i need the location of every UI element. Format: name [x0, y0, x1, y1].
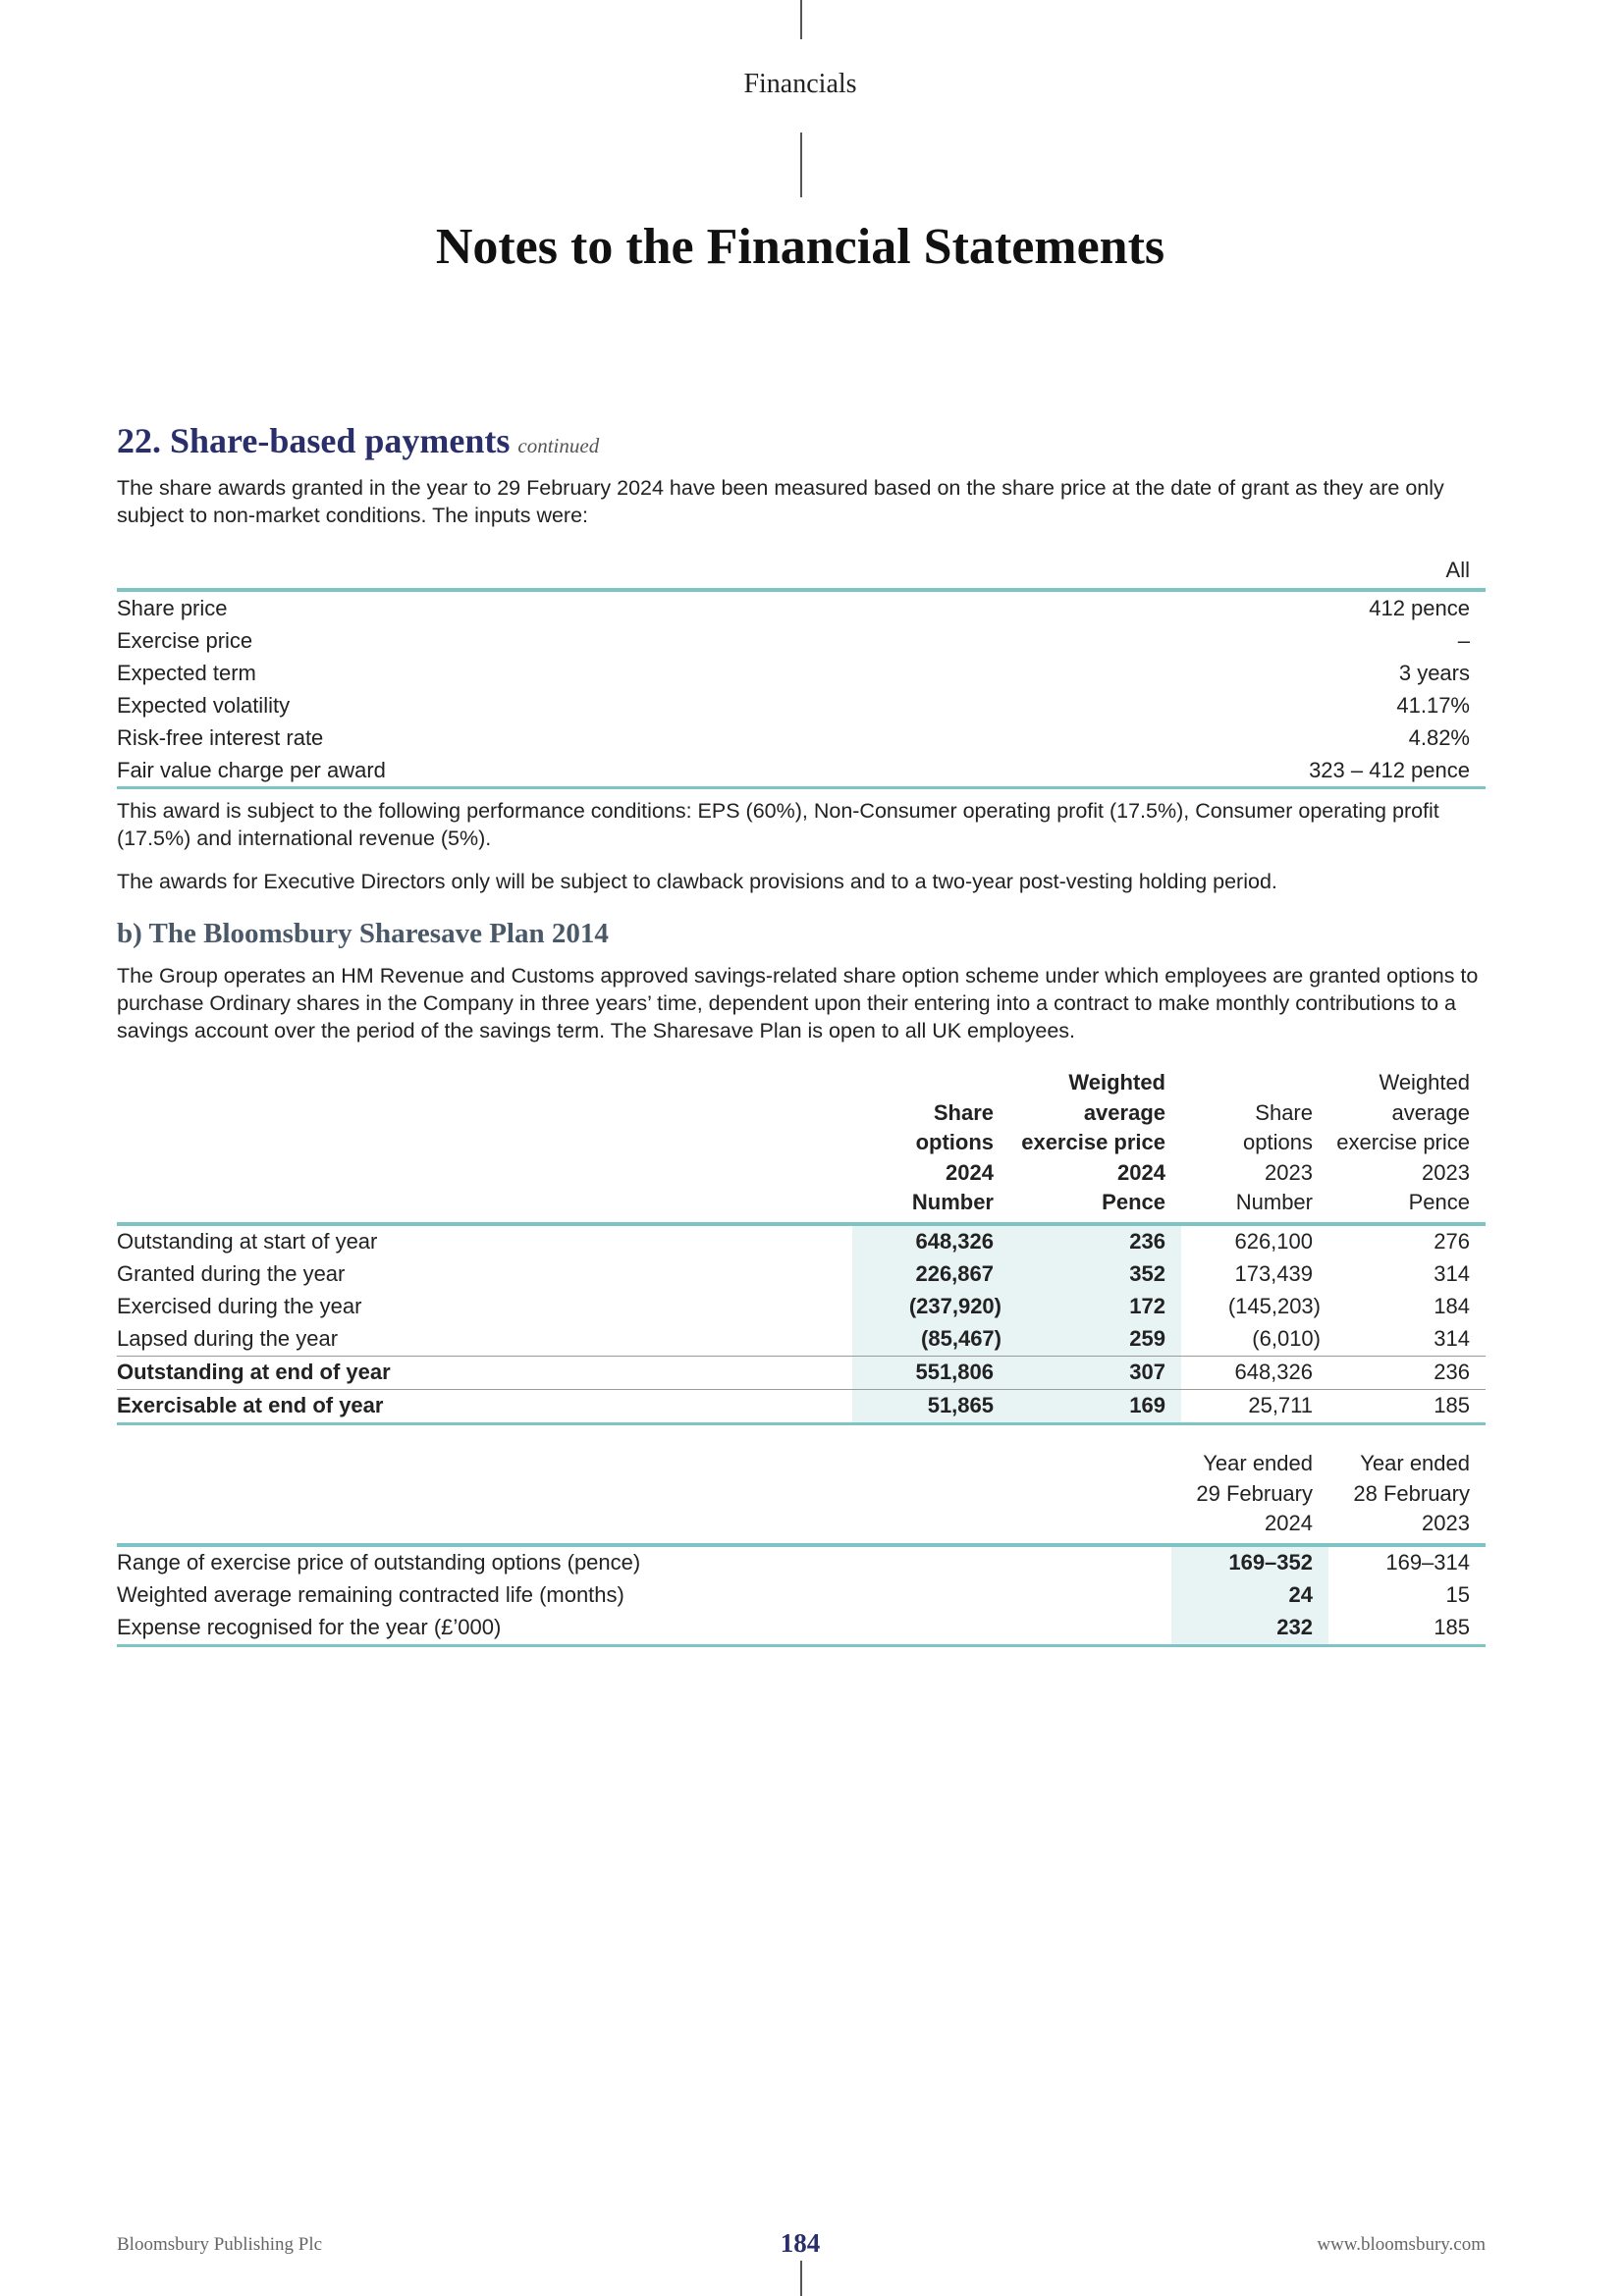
cell-2023: 185: [1434, 1615, 1470, 1639]
continued-label: continued: [517, 434, 600, 457]
header-line: 2023: [1265, 1159, 1313, 1185]
row-value: 4.82%: [1408, 724, 1470, 750]
row-label: Expense recognised for the year (£’000): [117, 1615, 502, 1639]
header-line: 2023: [1422, 1511, 1470, 1535]
header-line: 2023: [1422, 1159, 1470, 1185]
row-label: Weighted average remaining contracted life (months): [117, 1582, 624, 1607]
header-line: average: [1391, 1099, 1470, 1125]
cell-options-2024: (85,467): [852, 1323, 1009, 1357]
header-line: 28 February: [1353, 1480, 1470, 1506]
footer-website: www.bloomsbury.com: [1317, 2234, 1486, 2255]
table-row: [117, 590, 1486, 624]
cell-options-2023: 626,100: [1234, 1229, 1313, 1254]
header-wavg-price-2024: [1009, 1068, 1181, 1224]
performance-conditions-note: This award is subject to the following performance conditions: EPS (60%), Non-Consumer operating profit (17.5%), Consumer operating profit (17.5%) and international revenue (5%).: [117, 799, 1439, 850]
table-row: [117, 1579, 1486, 1612]
table-row: [117, 657, 1486, 689]
header-line: exercise price: [1021, 1130, 1165, 1154]
cell-price-2024: 352: [1009, 1258, 1181, 1291]
header-line: options: [1243, 1130, 1313, 1154]
header-line: average: [1083, 1099, 1165, 1125]
cell-price-2024: 259: [1009, 1323, 1181, 1357]
intro-paragraph: The share awards granted in the year to 29 February 2024 have been measured based on the share price at the date of grant as they are only subject to non-market conditions. The inputs were:: [117, 476, 1444, 527]
header-line: 29 February: [1196, 1480, 1313, 1506]
header-line: Share: [933, 1099, 994, 1125]
cell-2023: 15: [1445, 1582, 1470, 1607]
sharesave-description: The Group operates an HM Revenue and Customs approved savings-related share option scheme under which employees are granted options to purchase Ordinary shares in the Company in three years’ time, dependent upon their entering into a contract to make monthly contributions to a savings account over the period of the savings term. The Sharesave Plan is open to all UK employees.: [117, 964, 1479, 1042]
header-line: Pence: [1408, 1190, 1470, 1214]
cell-options-2023: 25,711: [1248, 1393, 1313, 1417]
table-row: [117, 1389, 1486, 1423]
header-line: Pence: [1102, 1190, 1165, 1214]
header-line: Year ended: [1203, 1451, 1313, 1475]
row-value: 412 pence: [1369, 595, 1470, 620]
inputs-header-all: All: [1445, 558, 1470, 582]
table-row: [117, 721, 1486, 754]
header-divider-line: [800, 133, 802, 197]
row-label: Outstanding at end of year: [117, 1360, 391, 1384]
row-label: Fair value charge per award: [117, 757, 386, 782]
cell-options-2023: 648,326: [1234, 1360, 1313, 1384]
table-row: [117, 1356, 1486, 1389]
cell-price-2023: 236: [1434, 1360, 1470, 1384]
cell-options-2023: 173,439: [1234, 1261, 1313, 1286]
options-header-row: [117, 1068, 1486, 1224]
summary-header-blank: [117, 1449, 1171, 1545]
footer-company-name: Bloomsbury Publishing Plc: [117, 2234, 323, 2255]
header-year-ended-2023: [1328, 1449, 1486, 1545]
row-label: Expected volatility: [117, 692, 291, 718]
cell-options-2024: 648,326: [852, 1224, 1009, 1258]
table-row: [117, 1545, 1486, 1579]
cell-options-2024: 226,867: [852, 1258, 1009, 1291]
executive-directors-note: The awards for Executive Directors only will be subject to clawback provisions and to a two-year post-vesting holding period.: [117, 870, 1277, 893]
section-heading: [117, 420, 1486, 461]
inputs-header-blank: [117, 553, 961, 590]
header-line: Number: [911, 1190, 994, 1214]
row-label: Lapsed during the year: [117, 1326, 339, 1351]
header-line: 2024: [946, 1159, 994, 1185]
inputs-header-row: [117, 553, 1486, 590]
cell-options-2024: 51,865: [852, 1389, 1009, 1423]
header-line: Year ended: [1360, 1451, 1470, 1475]
row-label: Risk-free interest rate: [117, 724, 324, 750]
row-label: Exercise price: [117, 627, 253, 653]
table-row: [117, 689, 1486, 721]
row-value: –: [1457, 627, 1470, 653]
row-value: 41.17%: [1396, 692, 1470, 718]
table-row: [117, 624, 1486, 657]
header-line: 2024: [1265, 1511, 1313, 1535]
summary-header-row: [117, 1449, 1486, 1545]
cell-price-2023: 314: [1434, 1326, 1470, 1351]
cell-price-2024: 307: [1009, 1356, 1181, 1389]
table-row: [117, 1323, 1486, 1357]
share-options-table: [117, 1068, 1486, 1425]
table-row: [117, 1224, 1486, 1258]
cell-options-2024: 551,806: [852, 1356, 1009, 1389]
header-line: exercise price: [1336, 1130, 1470, 1154]
table-row: [117, 754, 1486, 788]
cell-price-2023: 185: [1434, 1393, 1470, 1417]
row-label: Granted during the year: [117, 1261, 346, 1286]
section-label: Financials: [743, 69, 857, 99]
cell-price-2023: 314: [1434, 1261, 1470, 1286]
row-value: 3 years: [1398, 660, 1470, 685]
inputs-table: [117, 553, 1486, 789]
table-row: [117, 1612, 1486, 1646]
header-share-options-2024: [852, 1068, 1009, 1224]
cell-price-2024: 236: [1009, 1224, 1181, 1258]
page-title: Notes to the Financial Statements: [435, 219, 1165, 275]
page-number: 184: [780, 2228, 821, 2258]
summary-table: [117, 1449, 1486, 1647]
row-label: Exercisable at end of year: [117, 1393, 384, 1417]
header-line: options: [915, 1130, 994, 1154]
section-heading-text: 22. Share-based payments: [117, 421, 511, 460]
top-divider-line: [800, 0, 802, 39]
table-row: [117, 1291, 1486, 1323]
row-label: Expected term: [117, 660, 256, 685]
cell-options-2024: (237,920): [852, 1291, 1009, 1323]
row-label: Outstanding at start of year: [117, 1229, 378, 1254]
cell-2024: 232: [1171, 1612, 1328, 1646]
cell-options-2023: (6,010): [1252, 1326, 1321, 1351]
table-row: [117, 1258, 1486, 1291]
header-line: 2024: [1117, 1159, 1165, 1185]
header-line: Number: [1235, 1190, 1313, 1214]
cell-price-2023: 184: [1434, 1294, 1470, 1318]
header-share-options-2023: [1181, 1068, 1328, 1224]
cell-2023: 169–314: [1385, 1550, 1470, 1575]
options-header-blank: [117, 1068, 852, 1224]
row-label: Exercised during the year: [117, 1294, 362, 1318]
row-label: Range of exercise price of outstanding options (pence): [117, 1550, 641, 1575]
cell-price-2024: 172: [1009, 1291, 1181, 1323]
header-year-ended-2024: [1171, 1449, 1328, 1545]
cell-price-2023: 276: [1434, 1229, 1470, 1254]
header-line: Weighted: [1068, 1070, 1165, 1095]
header-line: Share: [1255, 1099, 1313, 1125]
header-line: Weighted: [1379, 1070, 1470, 1095]
cell-2024: 24: [1171, 1579, 1328, 1612]
cell-2024: 169–352: [1171, 1545, 1328, 1579]
row-value: 323 – 412 pence: [1309, 757, 1470, 782]
bottom-divider-line: [800, 2261, 802, 2296]
cell-options-2023: (145,203): [1227, 1294, 1321, 1318]
row-label: Share price: [117, 595, 228, 620]
cell-price-2024: 169: [1009, 1389, 1181, 1423]
subsection-heading: b) The Bloomsbury Sharesave Plan 2014: [117, 918, 609, 949]
header-wavg-price-2023: [1328, 1068, 1486, 1224]
